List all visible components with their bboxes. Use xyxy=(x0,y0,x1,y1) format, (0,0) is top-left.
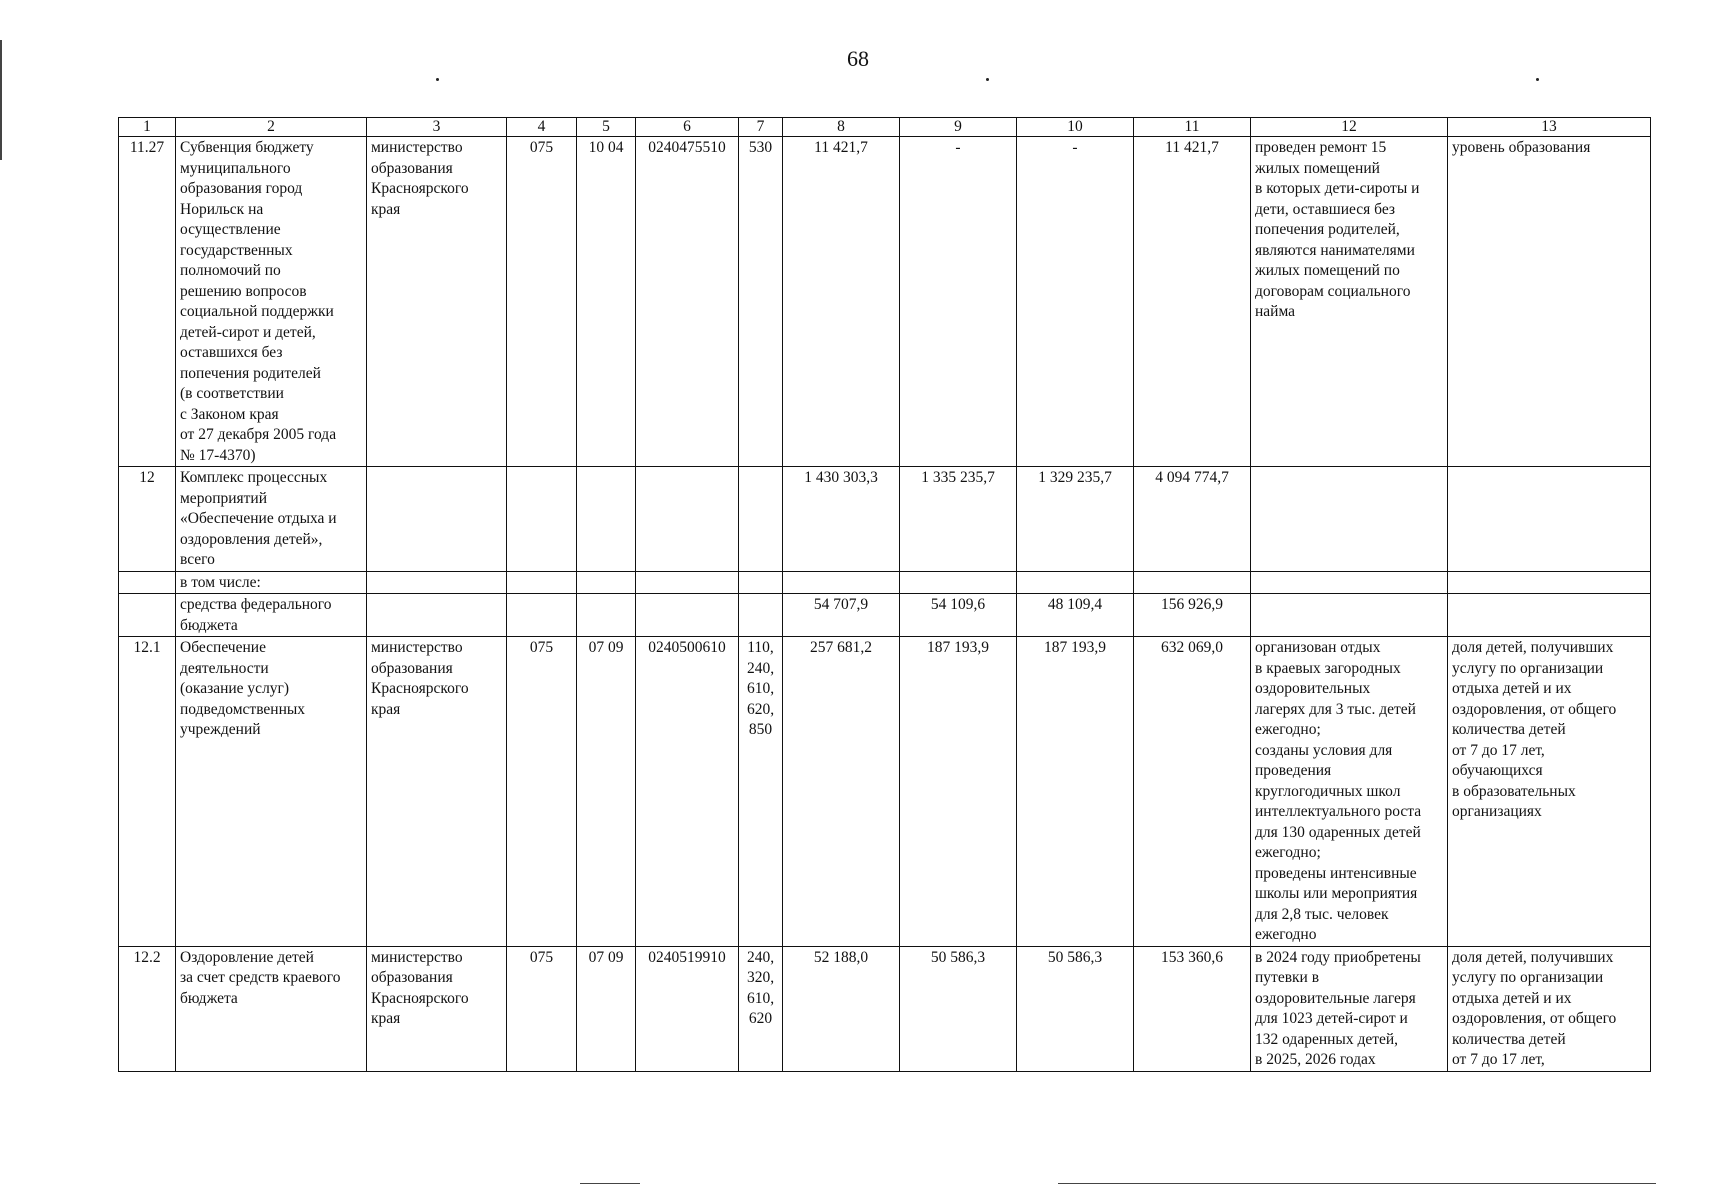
item-number: 12 xyxy=(119,467,176,572)
table-row xyxy=(119,637,1651,947)
amount-cell: - xyxy=(900,137,1017,467)
code-cell: 075 xyxy=(507,137,577,467)
item-number: 12.2 xyxy=(119,946,176,1071)
amount-cell: 11 421,7 xyxy=(783,137,900,467)
header-row xyxy=(119,118,1651,137)
code-cell: 075 xyxy=(507,946,577,1071)
scan-speck xyxy=(436,78,439,81)
code-cell xyxy=(739,594,783,637)
amount-cell: 4 094 774,7 xyxy=(1134,467,1251,572)
amount-cell: 50 586,3 xyxy=(1017,946,1134,1071)
code-cell: 110, 240, 610, 620, 850 xyxy=(739,637,783,947)
code-cell xyxy=(507,571,577,594)
column-header: 7 xyxy=(739,118,783,137)
code-cell: 10 04 xyxy=(577,137,636,467)
amount-cell: 257 681,2 xyxy=(783,637,900,947)
table-row xyxy=(119,467,1651,572)
budget-table xyxy=(118,117,1651,1072)
table-row xyxy=(119,137,1651,467)
code-cell xyxy=(636,571,739,594)
scan-speck xyxy=(986,78,989,81)
indicator xyxy=(1448,594,1651,637)
item-number: 11.27 xyxy=(119,137,176,467)
code-cell: 0240475510 xyxy=(636,137,739,467)
code-cell xyxy=(577,594,636,637)
amount-cell: 54 707,9 xyxy=(783,594,900,637)
code-cell: 07 09 xyxy=(577,637,636,947)
amount-cell xyxy=(1134,571,1251,594)
expected-result xyxy=(1251,467,1448,572)
expected-result: организован отдых в краевых загородных оздоровительных лагерях для 3 тыс. детей ежегодно; созданы условия для проведения круглогодичных школ интеллектуального роста для 130 одаренных детей ежегодно; проведены интенсивные школы или мероприятия для 2,8 тыс. человек ежегодно xyxy=(1251,637,1448,947)
table-row xyxy=(119,946,1651,1071)
amount-cell xyxy=(1017,571,1134,594)
page-number: 68 xyxy=(847,46,869,71)
scan-bottom-line xyxy=(580,1183,640,1184)
indicator: доля детей, получивших услугу по организации отдыха детей и их оздоровления, от общего количества детей от 7 до 17 лет, обучающихся в образовательных организациях xyxy=(1448,637,1651,947)
column-header: 6 xyxy=(636,118,739,137)
item-number xyxy=(119,571,176,594)
column-header: 11 xyxy=(1134,118,1251,137)
column-header: 5 xyxy=(577,118,636,137)
amount-cell xyxy=(783,571,900,594)
column-header: 2 xyxy=(176,118,367,137)
code-cell: 0240500610 xyxy=(636,637,739,947)
column-header: 8 xyxy=(783,118,900,137)
code-cell: 530 xyxy=(739,137,783,467)
code-cell: 0240519910 xyxy=(636,946,739,1071)
code-cell xyxy=(577,571,636,594)
column-header: 4 xyxy=(507,118,577,137)
responsible-org xyxy=(367,594,507,637)
code-cell xyxy=(739,571,783,594)
expected-result xyxy=(1251,571,1448,594)
amount-cell xyxy=(900,571,1017,594)
code-cell: 240, 320, 610, 620 xyxy=(739,946,783,1071)
responsible-org: министерство образования Красноярского края xyxy=(367,637,507,947)
indicator: доля детей, получивших услугу по организации отдыха детей и их оздоровления, от общего количества детей от 7 до 17 лет, xyxy=(1448,946,1651,1071)
amount-cell: 48 109,4 xyxy=(1017,594,1134,637)
amount-cell: 153 360,6 xyxy=(1134,946,1251,1071)
column-header: 3 xyxy=(367,118,507,137)
amount-cell: - xyxy=(1017,137,1134,467)
scan-bottom-line xyxy=(1058,1183,1656,1184)
amount-cell: 54 109,6 xyxy=(900,594,1017,637)
amount-cell: 632 069,0 xyxy=(1134,637,1251,947)
column-header: 1 xyxy=(119,118,176,137)
code-cell xyxy=(507,594,577,637)
code-cell xyxy=(577,467,636,572)
amount-cell: 187 193,9 xyxy=(900,637,1017,947)
item-name: Оздоровление детей за счет средств краевого бюджета xyxy=(176,946,367,1071)
expected-result xyxy=(1251,594,1448,637)
item-name: Обеспечение деятельности (оказание услуг) подведомственных учреждений xyxy=(176,637,367,947)
expected-result: проведен ремонт 15 жилых помещений в которых дети-сироты и дети, оставшиеся без попечения родителей, являются нанимателями жилых помещений по договорам социального найма xyxy=(1251,137,1448,467)
column-header: 9 xyxy=(900,118,1017,137)
indicator xyxy=(1448,467,1651,572)
indicator: уровень образования xyxy=(1448,137,1651,467)
column-header: 12 xyxy=(1251,118,1448,137)
code-cell xyxy=(636,594,739,637)
indicator xyxy=(1448,571,1651,594)
amount-cell: 11 421,7 xyxy=(1134,137,1251,467)
item-number xyxy=(119,594,176,637)
amount-cell: 156 926,9 xyxy=(1134,594,1251,637)
item-name: средства федерального бюджета xyxy=(176,594,367,637)
code-cell xyxy=(507,467,577,572)
table-row xyxy=(119,594,1651,637)
expected-result: в 2024 году приобретены путевки в оздоровительные лагеря для 1023 детей-сирот и 132 одаренных детей, в 2025, 2026 годах xyxy=(1251,946,1448,1071)
amount-cell: 1 329 235,7 xyxy=(1017,467,1134,572)
responsible-org: министерство образования Красноярского края xyxy=(367,946,507,1071)
amount-cell: 50 586,3 xyxy=(900,946,1017,1071)
responsible-org xyxy=(367,571,507,594)
table-row xyxy=(119,571,1651,594)
amount-cell: 1 430 303,3 xyxy=(783,467,900,572)
amount-cell: 187 193,9 xyxy=(1017,637,1134,947)
item-name: Субвенция бюджету муниципального образования город Норильск на осуществление государственных полномочий по решению вопросов социальной поддержки детей-сирот и детей, оставшихся без попечения родителей (в соответствии с Законом края от 27 декабря 2005 года № 17-4370) xyxy=(176,137,367,467)
item-name: в том числе: xyxy=(176,571,367,594)
responsible-org: министерство образования Красноярского края xyxy=(367,137,507,467)
column-header: 13 xyxy=(1448,118,1651,137)
code-cell: 075 xyxy=(507,637,577,947)
code-cell xyxy=(636,467,739,572)
item-name: Комплекс процессных мероприятий «Обеспечение отдыха и оздоровления детей», всего xyxy=(176,467,367,572)
item-number: 12.1 xyxy=(119,637,176,947)
code-cell xyxy=(739,467,783,572)
scan-speck xyxy=(1536,78,1539,81)
column-header: 10 xyxy=(1017,118,1134,137)
amount-cell: 52 188,0 xyxy=(783,946,900,1071)
amount-cell: 1 335 235,7 xyxy=(900,467,1017,572)
responsible-org xyxy=(367,467,507,572)
code-cell: 07 09 xyxy=(577,946,636,1071)
